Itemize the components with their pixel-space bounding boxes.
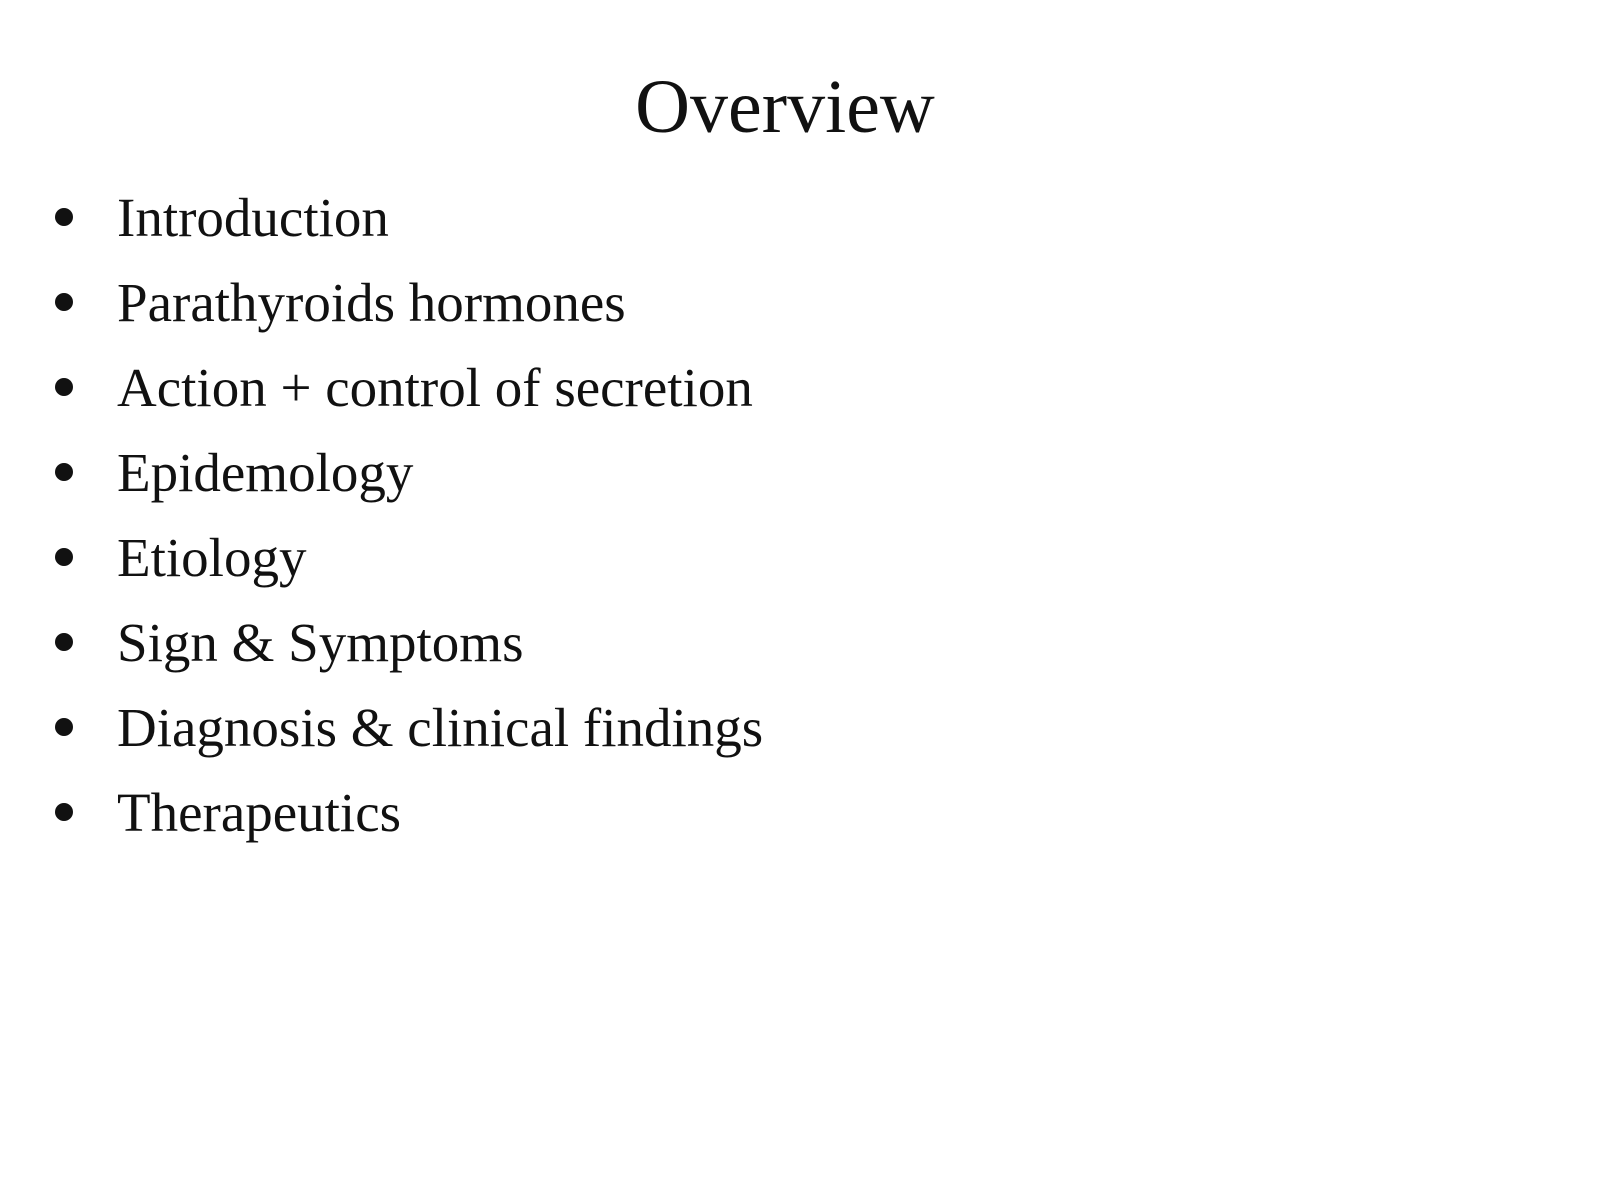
list-item-label: Parathyroids hormones	[117, 272, 626, 333]
list-item-label: Sign & Symptoms	[117, 612, 524, 673]
list-item-label: Etiology	[117, 527, 307, 588]
bullet-icon	[55, 378, 73, 396]
bullet-icon	[55, 293, 73, 311]
bullet-icon	[55, 548, 73, 566]
bullet-icon	[55, 463, 73, 481]
bullet-icon	[55, 803, 73, 821]
list-item-label: Epidemology	[117, 442, 414, 503]
list-item-label: Action + control of secretion	[117, 357, 753, 418]
bullet-icon	[55, 633, 73, 651]
slide-title: Overview	[635, 65, 935, 149]
bullet-icon	[55, 208, 73, 226]
list-item-label: Introduction	[117, 187, 389, 248]
bullet-icon	[55, 718, 73, 736]
list-item-label: Therapeutics	[117, 782, 402, 843]
list-item-label: Diagnosis & clinical findings	[117, 697, 764, 758]
